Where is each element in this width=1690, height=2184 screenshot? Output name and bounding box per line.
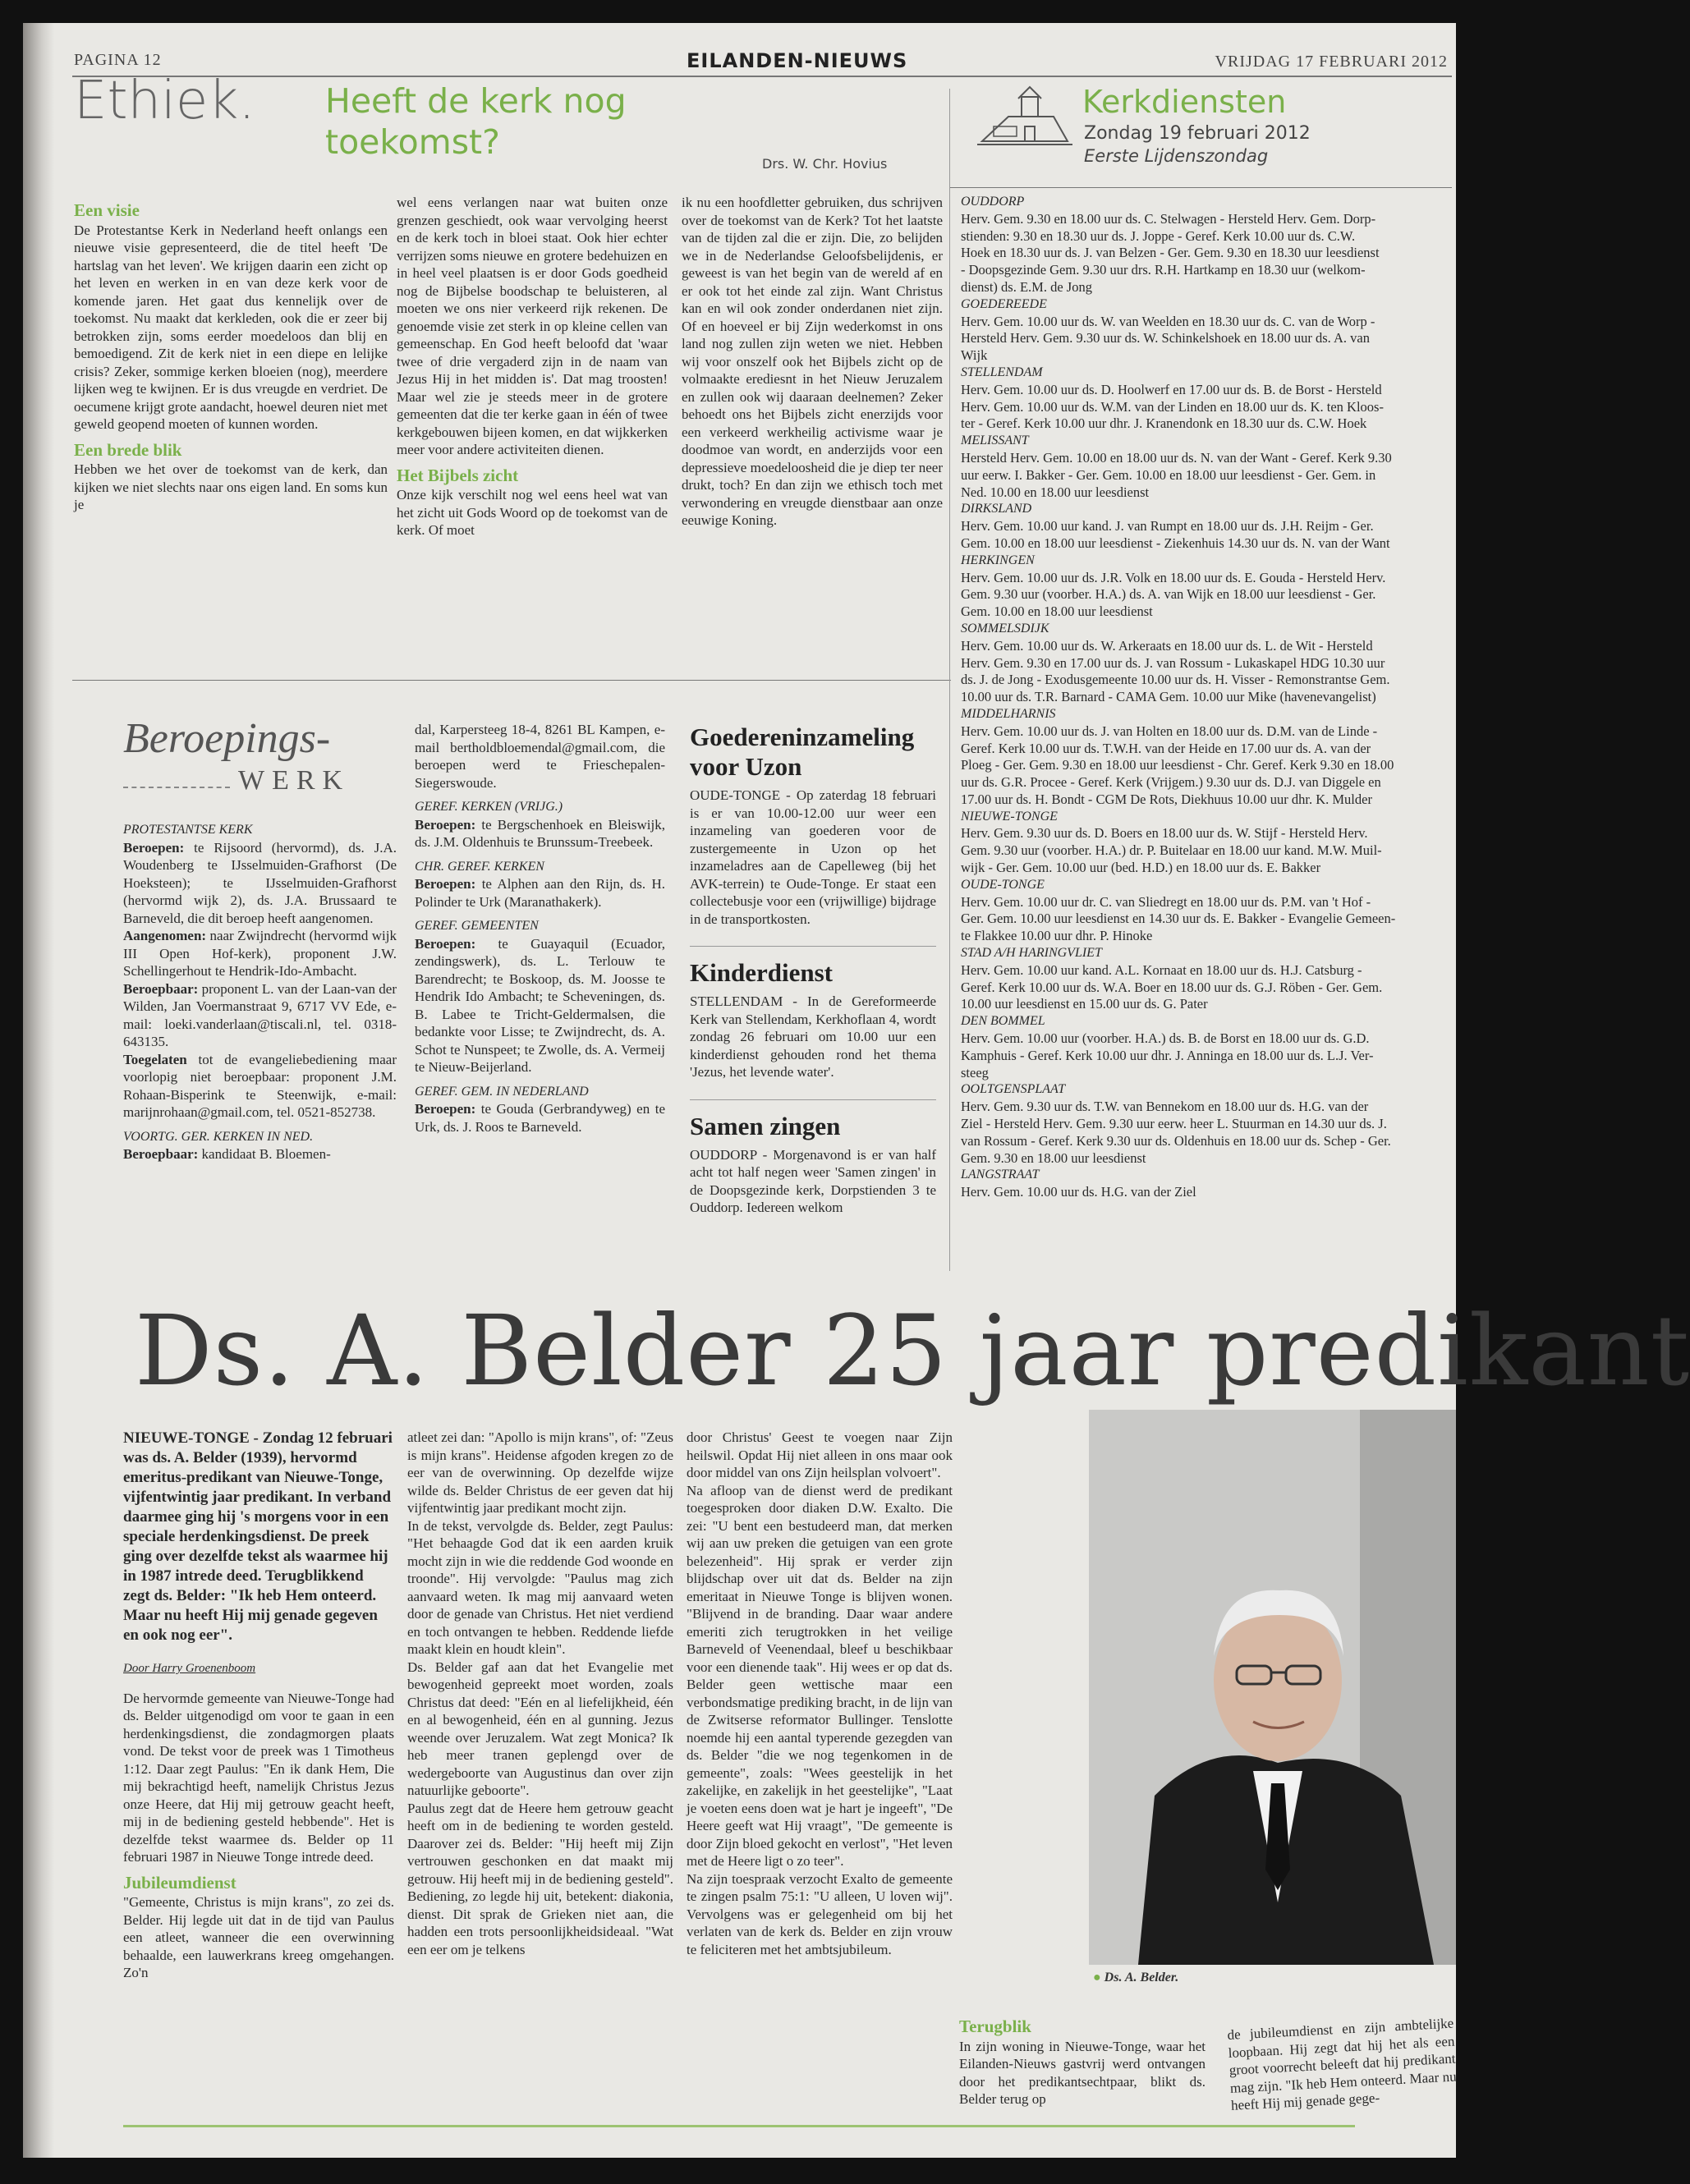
service-line: Herv. Gem. 10.00 uur kand. A.L. Kornaat en 18.00 uur ds. H.J. Catsburg -: [961, 961, 1362, 978]
service-line: Gem. 9.30 uur (voorber. H.A.) ds. A. van Wijk en 18.00 uur leesdienst - Ger.: [961, 586, 1376, 603]
masthead: EILANDEN-NIEUWS: [687, 49, 908, 72]
service-line: van Rossum - Geref. Kerk 9.30 uur ds. Oldenhuis en 18.00 uur ds. Schep - Ger.: [961, 1132, 1391, 1149]
header-rule: [72, 76, 1452, 77]
article-paragraph: In zijn woning in Nieuwe-Tonge, waar het Eilanden-Nieuws gastvrij werd ontvangen door het predikantsechtpaar, blikt ds. Belder terug op: [959, 2038, 1210, 2107]
subheading-jubileumdienst: Jubileumdienst: [123, 1872, 237, 1893]
place-name: NIEUWE-TONGE: [961, 809, 1058, 824]
service-line: uur eerw. I. Bakker - Ger. Gem. 10.00 en 18.00 uur leesdienst - Ger. Gem. in: [961, 466, 1376, 483]
call-entry-text: te Rijsoord (hervormd), ds. J.A. Woudenberg te IJsselmuiden-Grafhorst (De Hoeksteen); te IJsselmuiden-Grafhorst (hervormd wijk 2), ds. J.A. Brussaard te Barneveld, die dit beroep heeft aangenomen.: [123, 839, 401, 926]
place-name: MELISSANT: [961, 434, 1029, 448]
denomination-heading: GEREF. GEMEENTEN: [415, 919, 539, 933]
service-line: Herv. Gem. 10.00 uur ds. J.R. Volk en 18.00 uur ds. E. Gouda - Hersteld Herv.: [961, 569, 1386, 585]
belder-column-1: [123, 1429, 398, 1982]
call-entry: [415, 935, 669, 1076]
service-line: Herv. Gem. 9.30 uur ds. D. Boers en 18.00 uur ds. W. Stijf - Hersteld Herv.: [961, 825, 1368, 842]
subheading: Een brede blik: [74, 439, 182, 460]
service-line: Hersteld Herv. Gem. 10.00 en 18.00 uur ds. N. van der Want - Geref. Kerk 9.30: [961, 449, 1392, 466]
call-entry-label: Beroepen:: [415, 876, 476, 892]
article-paragraph: Onze kijk verschilt nog wel eens heel wat van het zicht uit Gods Woord op de toekomst van de kerk. Of moet: [397, 487, 672, 538]
service-line: Herv. Gem. 10.00 uur ds. J. van Holten en 18.00 uur ds. D.M. van de Linde -: [961, 723, 1378, 739]
beroepingswerk-title-1: Beroepings-: [123, 715, 331, 762]
belder-column-2: [407, 1429, 673, 1958]
service-line: uur ds. G.R. Procee - Geref. Kerk (Vrijgem.) 9.30 uur ds. D.J. van Diggele en: [961, 774, 1381, 791]
denomination-heading: GEREF. GEM. IN NEDERLAND: [415, 1084, 589, 1099]
service-line: 17.00 uur ds. H. Bondt - CGM De Rots, Diekhuus 10.00 uur dhr. K. Mulder: [961, 791, 1372, 807]
ethiek-column-1: [74, 194, 392, 514]
article-paragraph: De Protestantse Kerk in Nederland heeft onlangs een nieuwe visie gepresenteerd, die de titel heeft 'De hartslag van het leven'. We krijgen daarin een zicht op het leven en werken in en van deze kerk voor de komende jaren. Het gaat dus kennelijk over de toekomst. Nu maakt dat kerkleden, ook die er zeer bij betrokken zijn, soms eerder moedeloos dan blij en bemoedigend. Zit de kerk niet in een diepe en lelijke crisis? Zeker, sommige kerken bloeien (nog), meerdere lijken weg te kwijnen. Er is dus vreugde en verdriet. De oecumene krijgt grote aandacht, hoewel deuren niet met geweld geopend moeten of kunnen worden.: [74, 222, 392, 432]
place-name: HERKINGEN: [961, 553, 1035, 567]
call-entry-text: te Gouda (Gerbrandyweg) en te Urk, ds. J. Roos te Barneveld.: [415, 1101, 669, 1135]
service-line: stienden: 9.30 en 18.30 uur ds. J. Joppe - Geref. Kerk 10.00 uur ds. C.W.: [961, 227, 1356, 244]
call-entry: [123, 927, 401, 980]
article-title: Heeft de kerk nog toekomst?: [325, 81, 627, 162]
article-paragraph: de jubileumdienst en zijn ambtelijke loopbaan. Hij zegt dat hij het als een groot voorrecht beleeft dat hij predikant mag zijn. "Ik heb Hem onteerd. Maar nu heeft Hij mij genade gege-: [1227, 2015, 1461, 2113]
service-line: Hoek en 18.30 uur ds. J. van Belzen - Ger. Gem. 9.30 en 18.30 uur leesdienst: [961, 245, 1380, 261]
call-entry-label: Beroepbaar:: [123, 980, 199, 997]
portrait-photo: [1089, 1410, 1456, 1965]
article-paragraph: atleet zei dan: "Apollo is mijn krans", of: "Zeus is mijn krans". Heidense afgoden kregen zo de eer van de overwinning. Op dezelfde wijze wilde ds. Belder Christus de eer geven dat hij vijfentwintig jaar predikant mocht zijn. In de tekst, vervolgde ds. Belder, zegt Paulus: "Het behaagde God dat ik een aarden kruik mocht zijn in wie die reddende God woonde en troonde". Hij vervolgde: "Paulus mag zich aanvaard weten. Ik mag mij aanvaard weten door de genade van Christus. Het niet verdiend en toch ontvangen te hebben. Reddende liefde maakt klein en houdt klein". Ds. Belder gaf aan dat het Evangelie met bewogenheid gepreekt moet worden, zoals Christus dat deed: "Eén en al liefelijkheid, één en al bewogenheid, één en al gunning. Jezus weende over Jeruzalem. Wat zegt Monica? Ik heb meer tranen geplengd over de wedergeboorte van Augustinus dan over zijn natuurlijke geboorte". Paulus zegt dat de Heere hem getrouw geacht heeft om in de bediening te worden gesteld. Daarover zei ds. Belder: "Hij heeft mij Zijn vertrouwen geschonken en dat maakt mij getrouw. Hij heeft mij in de bediening gesteld". Bediening, zo legde hij uit, betekent: diakonia, dienst. Dit sprak de Grieken niet aan, die hadden een trots persoonlijkheidsideaal. "Wat een eer om je telkens: [407, 1429, 673, 1957]
service-line: ter - Geref. Kerk 10.00 uur dhr. J. Kranendonk en 18.30 uur ds. C.W. Hoek: [961, 415, 1367, 432]
issue-date: VRIJDAG 17 FEBRUARI 2012: [1215, 53, 1448, 71]
service-line: wijk - Ger. Gem. 10.00 uur (bed. H.D.) en 18.00 uur ds. E. Bakker: [961, 860, 1321, 876]
service-line: ds. J. de Jong - Exodusgemeente 10.00 uur ds. H. Visser - Remonstrantse Gem.: [961, 672, 1390, 688]
ethiek-column-3: [682, 194, 947, 530]
place-name: STELLENDAM: [961, 365, 1043, 379]
call-entry: [415, 816, 669, 851]
service-line: Geref. Kerk 10.00 uur ds. T.W.H. van der Heide en 17.00 uur ds. A. van der: [961, 740, 1371, 756]
place-name: MIDDELHARNIS: [961, 706, 1056, 721]
call-entry-text: kandidaat B. Bloemen-: [198, 1146, 331, 1162]
service-line: Gem. 10.00 en 18.00 uur leesdienst - Ziekenhuis 14.30 uur ds. N. van der Want: [961, 535, 1390, 551]
belder-column-4: [959, 2017, 1210, 2108]
beroepingswerk-title-2: WERK: [238, 765, 351, 796]
caption-text: Ds. A. Belder.: [1104, 1971, 1179, 1984]
service-line: Ploeg - Ger. Gem. 9.30 en 18.00 uur leesdienst - Chr. Geref. Kerk 9.30 en 18.00: [961, 757, 1394, 773]
news-brief-title: Samen zingen: [690, 1099, 936, 1141]
footer-rule: [123, 2125, 1355, 2127]
title-ornament: [123, 787, 230, 788]
beroepingswerk-column-1: [123, 814, 401, 1163]
call-entry: [123, 1051, 401, 1122]
service-line: Herv. Gem. 10.00 uur ds. W. van Weelden en 18.30 uur ds. C. van de Worp -: [961, 313, 1375, 329]
service-line: Wijk: [961, 347, 988, 364]
call-entry: [415, 1100, 669, 1136]
call-entry-label: Beroepen:: [415, 1101, 476, 1117]
call-entry-text: te Guayaquil (Ecuador, zendingswerk), ds. L. Terlouw te Barendrecht; te Boskoop, ds. M. Joosse te Hendrik Ido Ambacht; te Scheveningen, ds. B. Labee te Tricht-Geldermalsen, die bedankte voor Lisse; te Zwijndrecht, ds. A. Schot te Nunspeet; te Zwolle, ds. A. Vermeij te Nieuw-Beijerland.: [415, 935, 669, 1075]
service-line: Herv. Gem. 10.00 uur ds. W.M. van der Linden en 18.00 uur ds. K. ten Kloos-: [961, 398, 1384, 415]
place-name: STAD A/H HARINGVLIET: [961, 946, 1102, 961]
kerkdiensten-occasion: Eerste Lijdenszondag: [1084, 146, 1269, 166]
place-name: SOMMELSDIJK: [961, 621, 1049, 635]
article-paragraph: Hebben we het over de toekomst van de kerk, dan kijken we niet slechts naar ons eigen land. En soms kun je: [74, 461, 392, 512]
denomination-heading: PROTESTANTSE KERK: [123, 823, 253, 837]
place-name: OOLTGENSPLAAT: [961, 1082, 1066, 1097]
article-headline: Ds. A. Belder 25 jaar predikant: [135, 1294, 1690, 1407]
service-line: Herv. Gem. 10.00 uur ds. W. Arkeraats en 18.00 uur ds. L. de Wit - Hersteld: [961, 637, 1373, 654]
place-name: OUDDORP: [961, 195, 1025, 209]
service-line: Hersteld Herv. Gem. 9.30 uur ds. W. Schinkelshoek en 18.00 uur ds. A. van: [961, 330, 1370, 346]
caption-bullet-icon: ●: [1093, 1971, 1101, 1984]
call-entry-text: te Bergschenhoek en Bleiswijk, ds. J.M. Oldenhuis te Brunssum-Treebeek.: [415, 816, 669, 850]
service-line: Herv. Gem. 10.00 uur dr. C. van Sliedregt en 18.00 uur ds. P.M. van 't Hof -: [961, 893, 1371, 910]
article-paragraph: ik nu een hoofdletter gebruiken, dus schrijven over de toekomst van de Kerk? Tot het laatste van de tijden zal die er zijn. Die, zo belijden we in de Nederlandse Geloofsbelijdenis, er geweest is van het begin van de wereld af en er ook tot het einde zal zijn. Want Christus kan en wil ook zonder onderdanen niet zijn. Of en hoeveel er bij Zijn wederkomst in ons land nog zullen zijn weten we niet. Hebben wij voor onszelf ook het Bijbels zicht op de volmaakte erediesnt in het Nieuw Jeruzalem en zullen ook wij daaraan deelnemen? Zeker behoedt ons het Bijbels zicht enerzijds voor een verkeerd werkheilig activisme waar je doodmoe van wordt, en anderzijds voor een depressieve moedeloosheid die je diep ter neer drukt, toch? En dan zijn we ethisch toch met verwondering en vreugde dienstbaar aan onze eeuwige Koning.: [682, 195, 947, 528]
denomination-heading: GEREF. KERKEN (VRIJG.): [415, 800, 563, 814]
place-name: DIRKSLAND: [961, 502, 1032, 516]
service-line: Herv. Gem. 9.30 en 18.00 uur ds. C. Stelwagen - Hersteld Herv. Gem. Dorp-: [961, 210, 1376, 227]
service-line: te Flakkee 10.00 uur dhr. P. Hinoke: [961, 928, 1153, 944]
call-entry-text: naar Zwijndrecht (hervormd wijk III Open Hof-kerk), proponent J.W. Schellingerhout te Hendrik-Ido-Ambacht.: [123, 928, 401, 979]
news-brief-text: STELLENDAM - In de Gereformeerde Kerk van Stellendam, Kerkhoflaan 4, wordt zondag 26 februari om 10.00 uur een kinderdienst gehouden rond het thema 'Jezus, het levende water'.: [690, 993, 936, 1080]
subheading-terugblik: Terugblik: [959, 2017, 1031, 2036]
denomination-heading: VOORTG. GER. KERKEN IN NED.: [123, 1129, 314, 1144]
call-entry: [123, 980, 400, 1051]
call-entry-label: Aangenomen:: [123, 928, 207, 943]
belder-column-5: [1227, 2015, 1461, 2115]
news-brief-title: Goedereninzameling voor Uzon: [690, 723, 915, 781]
call-entry-text: proponent L. van der Laan-van der Wilden, Jan Voermanstraat 9, 6717 VV Ede, e-mail: loeki.vanderlaan@tiscali.nl, tel. 0318-643135.: [123, 980, 400, 1049]
column-divider: [949, 89, 950, 1271]
denomination-heading: CHR. GEREF. KERKEN: [415, 859, 544, 874]
article-paragraph: door Christus' Geest te voegen naar Zijn heilswil. Opdat Hij niet alleen in ons maar ook door middel van ons Zijn heilsplan volvoert". Na afloop van de dienst werd de predikant toegesproken door diaken D.W. Exalto. Die zei: "U bent een bestudeerd man, dat merken wij aan uw preken die getuigen van een grote belezenheid". Hij sprak er verder zijn blijdschap over uit dat ds. Belder na zijn emeritaat in Nieuwe Tonge is blijven wonen. "Blijvend in de branding. Daar waar andere emeriti zich terugtrokken in het veilige Barneveld of Veenendaal, bleef u beschikbaar voor een dienende taak". Hij wees er op dat ds. Belder geen wettische maar een verbondsmatige prediking bracht, in de lijn van de Zwitserse reformator Bullinger. Tenslotte noemde hij een aantal typerende gezegden van ds. Belder "die we nog tegenkomen in de gemeente", zoals: "Wees geestelijk in het zakelijke, en zakelijk in het geestelijke", "Laat je voeten eens doen wat je hart je ingeeft", "De Heere geeft wat Hij vraagt", "De gemeente is door Zijn bloed gekocht en verlost", "Het leven met de Heere ligt o zo teer". Na zijn toespraak verzocht Exalto de gemeente te zingen psalm 75:1: "U alleen, U loven wij". Vervolgens was er gelegenheid om bij het verlaten van de kerk ds. Belder en zijn vrouw te feliciteren met het ambtsjubileum.: [687, 1429, 953, 1957]
kerkdiensten-rule: [949, 187, 1452, 188]
service-line: Geref. Kerk 10.00 uur ds. W.A. Boer en 18.00 uur ds. G.J. Röben - Ger. Gem.: [961, 979, 1383, 995]
subheading: Het Bijbels zicht: [397, 465, 519, 485]
service-line: Ned. 10.00 en 18.00 uur leesdienst: [961, 484, 1150, 500]
service-line: Gem. 9.30 uur (voorber. H.A.) dr. P. Buitelaar en 18.00 uur kand. M.W. Muil-: [961, 842, 1382, 859]
call-entry-text: te Alphen aan den Rijn, ds. H. Polinder te Urk (Maranathakerk).: [415, 876, 669, 910]
call-entry-label: Beroepen:: [415, 935, 476, 952]
service-line: 10.00 uur ds. T.R. Barnard - CAMA Gem. 10.00 uur Mike (havenevangelist): [961, 689, 1376, 705]
service-line: Ziel - Hersteld Herv. Gem. 9.30 uur eerw. heer L. Stuurman en 14.30 uur ds. J.: [961, 1116, 1387, 1132]
belder-column-3: [687, 1429, 953, 1958]
news-brief-text: OUDE-TONGE - Op zaterdag 18 februari is er van 10.00-12.00 uur weer een inzameling van goederen voor de zustergemeente in Uzon op het inzameladres aan de Capelleweg (bij het AVK-terrein) te Oude-Tonge. Er staat een collectebusje voor een (vrijwillige) bijdrage in de transportkosten.: [690, 787, 936, 927]
news-brief-text: OUDDORP - Morgenavond is er van half acht tot half negen weer 'Samen zingen' in de Doopsgezinde kerk, Dorpstienden 3 te Ouddorp. Iedereen welkom: [690, 1146, 936, 1215]
subheading: Een visie: [74, 200, 140, 220]
service-line: 10.00 uur leesdienst en 15.00 uur ds. G. Pater: [961, 996, 1208, 1012]
page-spine: [23, 23, 54, 2158]
place-name: DEN BOMMEL: [961, 1014, 1045, 1029]
place-name: OUDE-TONGE: [961, 877, 1045, 892]
call-entry-label: Beroepen:: [415, 816, 476, 833]
article-paragraph: "Gemeente, Christus is mijn krans", zo zei ds. Belder. Hij legde uit dat in de tijd van Paulus een atleet, wanneer die een overwinning behaalde, een lauwerkrans kreeg omgehangen. Zo'n: [123, 1894, 398, 1980]
service-line: Gem. 10.00 en 18.00 uur leesdienst: [961, 603, 1153, 620]
article-author: Drs. W. Chr. Hovius: [762, 156, 888, 172]
section-divider: [72, 680, 951, 681]
call-entry: [123, 1145, 397, 1163]
article-byline: Door Harry Groenenboom: [123, 1662, 256, 1675]
service-line: Herv. Gem. 10.00 uur ds. H.G. van der Ziel: [961, 1184, 1196, 1200]
article-paragraph: De hervormde gemeente van Nieuwe-Tonge had ds. Belder uitgenodigd om voor te gaan in een herdenkingsdienst, die zondagmorgen plaats vond. De tekst voor de preek was 1 Timotheus 1:12. Daar zegt Paulus: "En ik dank Hem, Die mij bekrachtigd heeft, namelijk Christus Jezus onze Heere, dat Hij mij getrouw geacht heeft, mij in de bediening gesteld hebbende". Het is dezelfde tekst waarmee ds. Belder op 11 februari 1987 in Nieuwe Tonge intrede deed.: [123, 1690, 398, 1865]
service-line: Herv. Gem. 10.00 uur ds. D. Hoolwerf en 17.00 uur ds. B. de Borst - Hersteld: [961, 381, 1382, 397]
news-brief-title: Kinderdienst: [690, 946, 936, 988]
article-intro: NIEUWE-TONGE - Zondag 12 februari was ds. A. Belder (1939), hervormd emeritus-predikant van Nieuwe-Tonge, vijfentwintig jaar predikant. In verband daarmee ging hij 's morgens voor in een speciale herdenkingsdienst. De preek ging over dezelfde tekst als waarmee hij in 1987 intrede deed. Terugblikkend zegt ds. Belder: "Ik heb Hem onteerd. Maar nu heeft Hij mij genade gegeven en ook nog eer".: [123, 1429, 397, 1644]
newspaper-page: [23, 23, 1690, 2158]
service-line: Kamphuis - Geref. Kerk 10.00 uur dhr. J. Anninga en 18.00 uur ds. L.J. Ver-: [961, 1047, 1374, 1063]
call-entry-label: Beroepbaar:: [123, 1146, 199, 1162]
service-line: Herv. Gem. 9.30 uur ds. T.W. van Bennekom en 18.00 uur ds. H.G. van der: [961, 1099, 1369, 1115]
church-services-list: [961, 194, 1453, 1201]
service-line: Gem. 9.30 en 18.00 uur leesdienst: [961, 1149, 1146, 1166]
ethiek-column-2: [397, 194, 672, 539]
page-number: PAGINA 12: [74, 51, 162, 69]
place-name: LANGSTRAAT: [961, 1168, 1040, 1182]
section-title: Ethiek.: [74, 71, 255, 131]
news-briefs: [690, 723, 936, 1217]
article-paragraph: dal, Karpersteeg 18-4, 8261 BL Kampen, e-mail bertholdbloemendal@gmail.com, die beroepen werd te Frieschepalen-Siegerswoude.: [415, 722, 669, 791]
beroepingswerk-column-2: [415, 721, 669, 1136]
service-line: Ger. Gem. 10.00 uur leesdienst en 14.30 uur ds. E. Bakker - Evangelie Gemeen-: [961, 911, 1396, 927]
call-entry-text: tot de evangeliebediening maar voorlopig niet beroepbaar: proponent J.M. Rohaan-Bisperink te Steenwijk, e-mail: marijnrohaan@gmail.com, tel. 0521-852738.: [123, 1051, 401, 1120]
service-line: dienst) ds. E.M. de Jong: [961, 278, 1092, 295]
photo-caption: [1093, 1971, 1178, 1985]
call-entry: [415, 875, 669, 911]
place-name: GOEDEREEDE: [961, 296, 1047, 311]
kerkdiensten-date: Zondag 19 februari 2012: [1084, 123, 1311, 144]
service-line: Herv. Gem. 9.30 en 17.00 uur ds. J. van Rossum - Lukaskapel HDG 10.30 uur: [961, 654, 1385, 671]
service-line: Herv. Gem. 10.00 uur kand. J. van Rumpt en 18.00 uur ds. J.H. Reijm - Ger.: [961, 518, 1374, 535]
service-line: Herv. Gem. 10.00 uur (voorber. H.A.) ds. B. de Borst en 18.00 uur ds. G.D.: [961, 1030, 1370, 1047]
article-paragraph: wel eens verlangen naar wat buiten onze grenzen geschiedt, ook waar vervolging heerst en de kerk toch in bloei staat. Ook hier echter verrijzen soms nieuwe en grotere bedehuizen en in heel veel plaatsen is er door Gods goedheid nog de Bijbelse boodschap te beluisteren, al moeten we ons nier verkeerd rijk rekenen. De genoemde visie zet sterk in op kleine cellen van gemeenschap. En God heeft beloofd dat 'waar twee of drie vergaderd zijn in de naam van Jezus Hij in het midden is'. Dat mag troosten! Maar wel zie je steeds meer in de grotere gemeenten dat die ter kerke gaan in één of twee kerkgebouwen bijeen komen, en dat wijkkerken meer voor andere activiteiten dienen.: [397, 195, 672, 457]
call-entry-label: Toegelaten: [123, 1051, 187, 1067]
church-icon: [976, 84, 1074, 158]
service-line: - Doopsgezinde Gem. 9.30 uur drs. R.H. Hartkamp en 18.30 uur (welkom-: [961, 262, 1366, 278]
kerkdiensten-title: Kerkdiensten: [1082, 84, 1287, 120]
call-entry: [123, 839, 401, 928]
call-entry-label: Beroepen:: [123, 839, 185, 856]
service-line: steeg: [961, 1064, 989, 1081]
